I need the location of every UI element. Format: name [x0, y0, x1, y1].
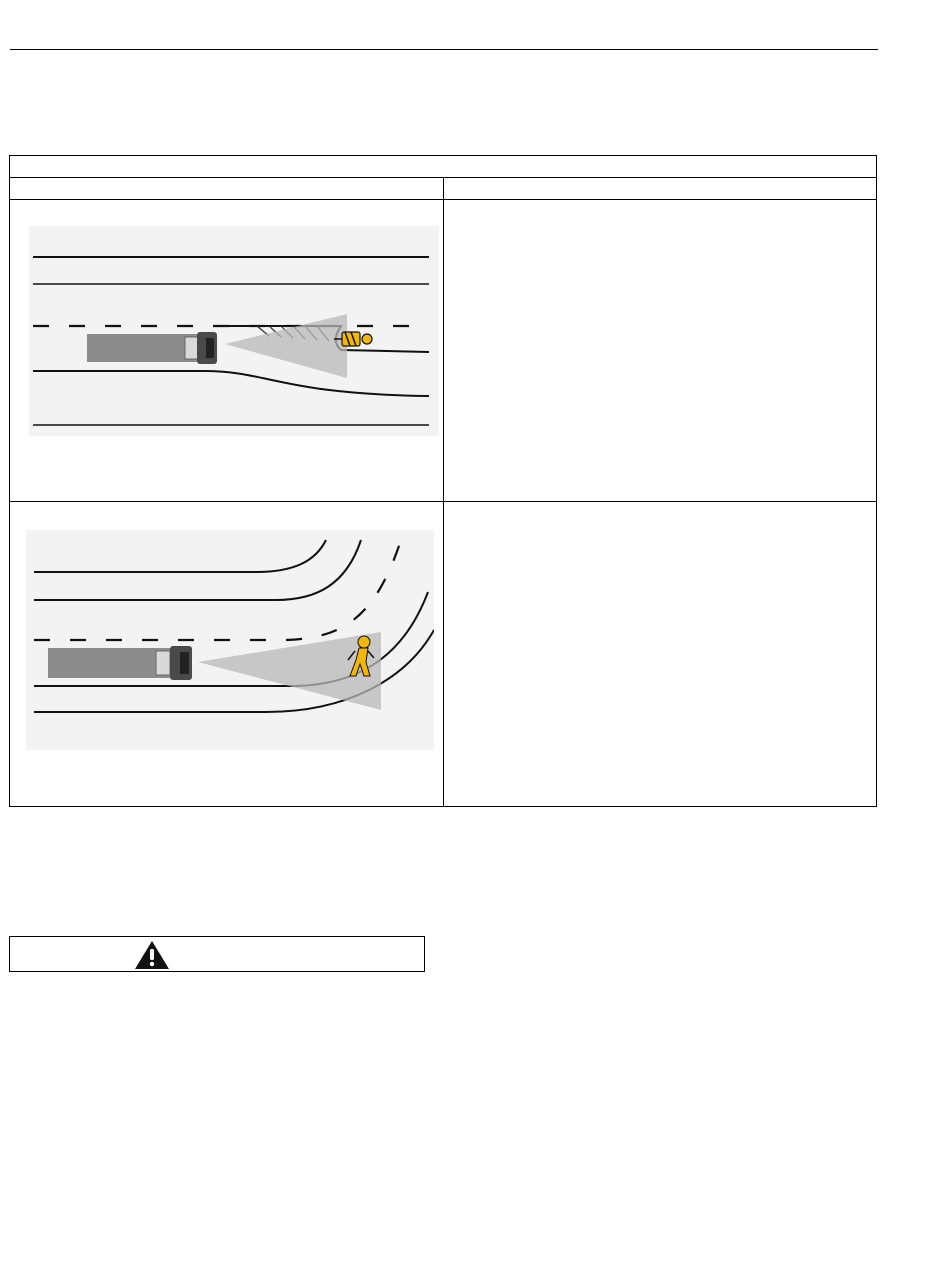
table-row: [10, 502, 876, 806]
table-header-row: [10, 178, 876, 200]
header-rule: [10, 49, 878, 50]
figure-cell: [10, 502, 444, 806]
table-row: [10, 200, 876, 502]
description-cell: [444, 502, 876, 806]
table-title: [10, 156, 876, 178]
scenario-table: [9, 155, 877, 807]
warning-triangle-icon: [134, 940, 170, 970]
column-header-left: [10, 178, 444, 199]
truck-windshield: [206, 338, 214, 358]
description-cell: [444, 200, 876, 501]
work-zone-illustration: [29, 226, 439, 436]
curve-pedestrian-illustration: [26, 530, 434, 750]
warning-banner: [9, 936, 425, 972]
truck-windshield: [180, 652, 189, 674]
figure-cell: [10, 200, 444, 501]
truck-cab-window: [156, 651, 170, 675]
column-header-right: [444, 178, 876, 199]
truck-cab-window: [185, 337, 199, 359]
